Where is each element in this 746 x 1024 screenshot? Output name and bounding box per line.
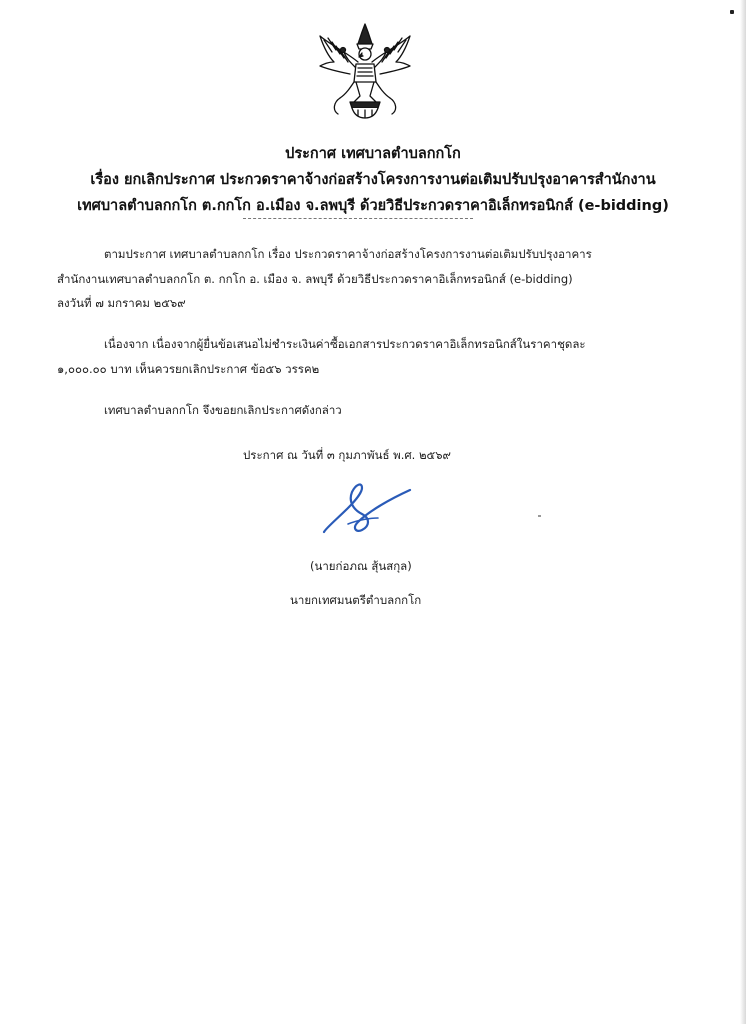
paragraph1-line-1: ตามประกาศ เทศบาลตำบลกกโก เรื่อง ประกวดราคาจ้างก่อสร้างโครงการงานต่อเติมปรับปรุงอาคาร bbox=[104, 247, 592, 261]
subject-line-2: เทศบาลตำบลกกโก ต.กกโก อ.เมือง จ.ลพบุรี ด้วยวิธีประกวดราคาอิเล็กทรอนิกส์ (e-bidding) bbox=[77, 198, 669, 214]
announcement-title: ประกาศ เทศบาลตำบลกกโก bbox=[285, 146, 461, 162]
paragraph3: เทศบาลตำบลกกโก จึงขอยกเลิกประกาศดังกล่าว bbox=[104, 403, 342, 417]
announce-date: ประกาศ ณ วันที่ ๓ กุมภาพันธ์ พ.ศ. ๒๕๖๙ bbox=[243, 448, 451, 462]
garuda-emblem-icon bbox=[310, 22, 420, 122]
paragraph2-line-1: เนื่องจาก เนื่องจากผู้ยื่นข้อเสนอไม่ชำระเงินค่าซื้อเอกสารประกวดราคาอิเล็กทรอนิกส์ในราคาชุดละ bbox=[104, 337, 586, 351]
handwritten-signature bbox=[318, 478, 418, 540]
scan-speck bbox=[730, 10, 734, 14]
signer-name: (นายก่อภณ สุ้นสกุล) bbox=[310, 559, 412, 573]
paragraph1-line-3: ลงวันที่ ๗ มกราคม ๒๕๖๙ bbox=[57, 296, 186, 310]
divider bbox=[243, 218, 473, 219]
subject-line-1: เรื่อง ยกเลิกประกาศ ประกวดราคาจ้างก่อสร้างโครงการงานต่อเติมปรับปรุงอาคารสำนักงาน bbox=[90, 172, 656, 188]
signer-position: นายกเทศมนตรีตำบลกกโก bbox=[290, 593, 422, 607]
paragraph1-line-2: สำนักงานเทศบาลตำบลกกโก ต. กกโก อ. เมือง จ. ลพบุรี ด้วยวิธีประกวดราคาอิเล็กทรอนิกส์ (e-bidding) bbox=[57, 272, 573, 286]
paragraph2-line-2: ๑,๐๐๐.๐๐ บาท เห็นควรยกเลิกประกาศ ข้อ๕๖ วรรค๒ bbox=[57, 362, 320, 376]
scan-speck-2 bbox=[538, 515, 541, 517]
